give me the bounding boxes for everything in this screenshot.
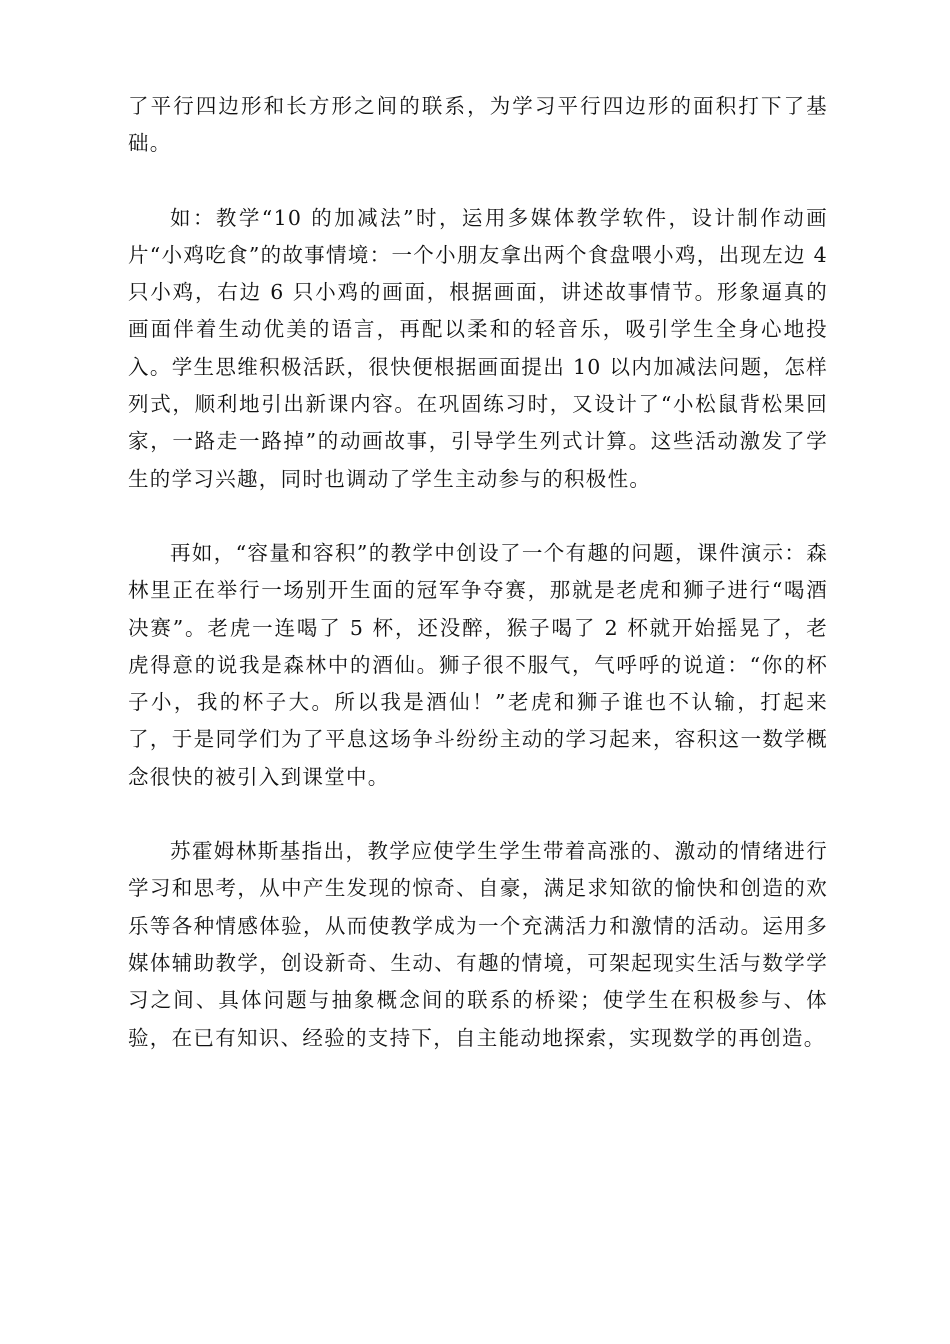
document-body — [128, 88, 828, 1094]
paragraph-sukhomlinsky: 苏霍姆林斯基指出，教学应使学生学生带着高涨的、激动的情绪进行学习和思考，从中产生发现的惊奇、自豪，满足求知欲的愉快和创造的欢乐等各种情感体验，从而使教学成为一个充满活力和激情的活动。运用多媒体辅助教学，创设新奇、生动、有趣的情境，可架起现实生活与数学学习之间、具体问题与抽象概念间的联系的桥梁；使学生在积极参与、体验，在已有知识、经验的支持下，自主能动地探索，实现数学的再创造。 — [128, 839, 828, 1050]
paragraph-example-volume: 再如，“容量和容积”的教学中创设了一个有趣的问题，课件演示：森林里正在举行一场别开生面的冠军争夺赛，那就是老虎和狮子进行“喝酒决赛”。老虎一连喝了 5 杯，还没醉，猴子喝了 2 杯就开始摇晃了，老虎得意的说我是森林中的酒仙。狮子很不服气，气呼呼的说道：“你的杯子小，我的杯子大。所以我是酒仙！”老虎和狮子谁也不认输，打起来了，于是同学们为了平息这场争斗纷纷主动的学习起来，容积这一数学概念很快的被引入到课堂中。 — [128, 540, 828, 789]
paragraph-continuation: 了平行四边形和长方形之间的联系，为学习平行四边形的面积打下了基础。 — [128, 94, 828, 156]
paragraph-example-addition: 如：教学“10 的加减法”时，运用多媒体教学软件，设计制作动画片“小鸡吃食”的故事情境：一个小朋友拿出两个食盘喂小鸡，出现左边 4 只小鸡，右边 6 只小鸡的画面，根据画面，讲述故事情节。形象逼真的画面伴着生动优美的语言，再配以柔和的轻音乐，吸引学生全身心地投入。学生思维积极活跃，很快便根据画面提出 10 以内加减法问题，怎样列式，顺利地引出新课内容。在巩固练习时，又设计了“小松鼠背松果回家，一路走一路掉”的动画故事，引导学生列式计算。这些活动激发了学生的学习兴趣，同时也调动了学生主动参与的积极性。 — [128, 205, 828, 491]
